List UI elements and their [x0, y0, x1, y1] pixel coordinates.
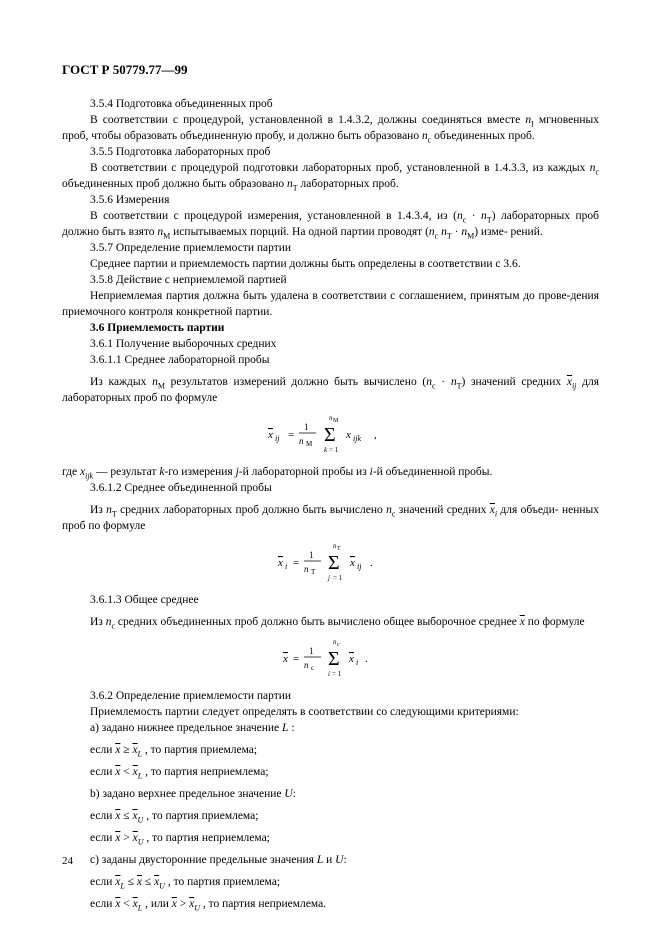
- paragraph: Из $n_T$ средних лабораторных проб должно быть вычислено $n_c$ значений средних $\overline{x}_i$ для объеди- ненных проб по формуле: [62, 504, 599, 532]
- svg-text:x: x: [345, 429, 351, 441]
- svg-text:= 1: = 1: [328, 446, 338, 454]
- section-heading: 3.6.1.3 Общее среднее: [90, 594, 199, 606]
- criterion-line: если $\overline{x} < \overline{x}_L$ , то партия неприемлема;: [90, 766, 269, 781]
- criterion-line: если $\overline{x} \ge \overline{x}_L$ , то партия приемлема;: [90, 744, 258, 759]
- section-heading: 3.5.7 Определение приемлемости партии: [90, 242, 292, 254]
- section-heading: 3.6.1.2 Среднее объединенной пробы: [90, 482, 272, 494]
- svg-text:= 1: = 1: [331, 670, 341, 678]
- svg-text:c: c: [310, 664, 314, 672]
- svg-text:.: .: [369, 557, 373, 569]
- svg-text:k: k: [323, 446, 327, 454]
- svg-text:n: n: [328, 414, 332, 422]
- svg-text:=: =: [287, 429, 294, 441]
- document-header: ГОСТ Р 50779.77—99: [62, 62, 188, 77]
- criterion-line: если $\overline{x} \le \overline{x}_U$ , то партия приемлема;: [90, 810, 259, 825]
- section-heading: 3.5.4 Подготовка объединенных проб: [90, 98, 273, 110]
- formula-composite-mean: [62, 542, 599, 582]
- svg-text:j: j: [327, 574, 330, 582]
- svg-text:i: i: [355, 658, 358, 667]
- svg-text:n: n: [332, 638, 336, 646]
- paragraph: Приемлемость партии следует определять в соответствии со следующими критериями:: [90, 706, 519, 718]
- svg-text:Σ: Σ: [323, 424, 336, 446]
- formula-overall-mean: [62, 638, 599, 678]
- paragraph: где $x_{ijk}$ — результат k-го измерения j-й лабораторной пробы из i-й объединенной пробы.: [62, 466, 493, 481]
- criterion-line: если $\overline{x} < \overline{x}_L$ , или $\overline{x} > \overline{x}_U$ , то партия неприемлема.: [90, 898, 327, 913]
- paragraph: Из $n_c$ средних объединенных проб должно быть вычислено общее выборочное среднее $\overline{x}$ по формуле: [90, 616, 585, 631]
- svg-text:ij: ij: [274, 434, 279, 443]
- svg-text:= 1: = 1: [332, 574, 342, 582]
- document-body: [62, 96, 599, 912]
- svg-text:M: M: [305, 440, 312, 448]
- svg-text:n: n: [298, 436, 303, 446]
- criterion-a: а) задано нижнее предельное значение L :: [90, 722, 295, 734]
- svg-text:1: 1: [303, 422, 308, 432]
- section-heading: 3.5.6 Измерения: [90, 194, 170, 206]
- svg-text:1: 1: [308, 646, 313, 656]
- svg-text:ijk: ijk: [352, 434, 361, 443]
- svg-text:n: n: [303, 660, 308, 670]
- svg-text:n: n: [332, 542, 336, 550]
- paragraph: В соответствии с процедурой измерения, установленной в 1.4.3.4, из $(n_c \cdot n_T)$ лабораторных проб должно быть взято $n_M$ испытываемых порций. На одной партии проводят ($n_c$ $n_T \cdot n_M$) изме- рений.: [62, 210, 599, 241]
- svg-text:.: .: [364, 653, 368, 665]
- svg-text:M: M: [332, 418, 338, 424]
- paragraph: Неприемлемая партия должна быть удалена в соответствии с соглашением, принятым до прове-дения приемочного контроля конкретной партии.: [62, 290, 599, 318]
- svg-text:i: i: [284, 562, 287, 571]
- svg-text:Σ: Σ: [327, 552, 340, 574]
- svg-text:T: T: [310, 568, 315, 576]
- page-number: 24: [62, 855, 73, 867]
- svg-text:x: x: [348, 653, 354, 665]
- svg-text:x: x: [277, 557, 283, 569]
- paragraph: В соответствии с процедурой, установленной в 1.4.3.2, должны соединяться вместе $n_I$ мгновенных проб, чтобы образовать объединенную пробу, и должно быть образовано $n_c$ объединенных проб.: [62, 114, 600, 145]
- svg-text:T: T: [336, 546, 341, 552]
- svg-text:c: c: [336, 642, 340, 648]
- criterion-b: b) задано верхнее предельное значение U:: [90, 788, 296, 800]
- section-heading: 3.6.1.1 Среднее лабораторной пробы: [90, 354, 270, 366]
- criterion-c: с) заданы двусторонние предельные значения L и U:: [90, 854, 347, 866]
- svg-text:Σ: Σ: [327, 648, 340, 670]
- svg-text:x: x: [282, 653, 288, 665]
- criterion-line: если $\overline{x}_L \le \overline{x} \le \overline{x}_U$ , то партия приемлема;: [90, 876, 281, 891]
- svg-text:i: i: [327, 670, 330, 678]
- section-heading: 3.6.2 Определение приемлемости партии: [90, 690, 292, 702]
- paragraph: В соответствии с процедурой подготовки лабораторных проб, установленной в 1.4.3.3, из каждых $n_c$ объединенных проб должно быть образовано $n_T$ лабораторных проб.: [62, 162, 600, 193]
- svg-text:n: n: [303, 564, 308, 574]
- svg-text:,: ,: [373, 429, 377, 441]
- paragraph: Среднее партии и приемлемость партии должны быть определены в соответствии с 3.6.: [90, 258, 521, 270]
- section-heading: 3.5.8 Действие с неприемлемой партией: [90, 274, 287, 286]
- svg-text:x: x: [349, 557, 355, 569]
- paragraph: Из каждых $n_M$ результатов измерений должно быть вычислено $(n_c \cdot n_T)$ значений средних $\overline{x}_{ij}$ для лабораторных проб по формуле: [62, 376, 600, 404]
- section-heading: 3.5.5 Подготовка лабораторных проб: [90, 146, 271, 158]
- section-heading: 3.6 Приемлемость партии: [90, 322, 225, 334]
- svg-text:=: =: [292, 557, 299, 569]
- criterion-line: если $\overline{x} > \overline{x}_U$ , то партия неприемлема;: [90, 832, 270, 847]
- formula-lab-mean: [62, 414, 599, 454]
- svg-text:x: x: [267, 429, 273, 441]
- svg-text:ij: ij: [356, 562, 361, 571]
- section-heading: 3.6.1 Получение выборочных средних: [90, 338, 277, 350]
- svg-text:1: 1: [308, 550, 313, 560]
- svg-text:=: =: [292, 653, 299, 665]
